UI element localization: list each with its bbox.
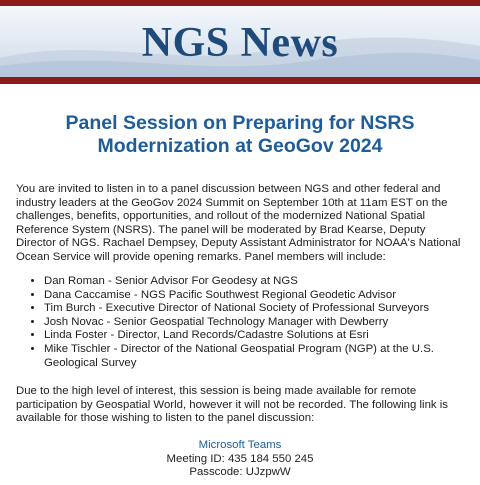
meeting-passcode: Passcode: UJzpwW [189, 466, 291, 479]
list-item: • Dana Caccamise - NGS Pacific Southwest Regional Geodetic Advisor [44, 289, 468, 303]
followup-paragraph: Due to the high level of interest, this session is being made available for remote participation by Geospatial World, however it will not be recorded. The following link is available for those wishing to listen to the panel discussion: [16, 385, 449, 425]
meeting-info [0, 439, 480, 480]
headline-line-2: Modernization at GeoGov 2024 [97, 135, 383, 157]
list-item: • Dan Roman - Senior Advisor For Geodesy at NGS [44, 275, 468, 289]
panel-member-list [16, 275, 468, 370]
intro-paragraph: You are invited to listen in to a panel discussion between NGS and other federal and industry leaders at the GeoGov 2024 Summit on September 10th at 11am EST on the challenges, benefits, opportunities, and rollout of the modernized National Spatial Reference System (NSRS). The panel will be moderated by Brad Kearse, Deputy Director of NGS. Rachael Dempsey, Deputy Assistant Administrator for NOAA's National Ocean Service will provide opening remarks. Panel members will include: [16, 183, 461, 263]
headline-line-1: Panel Session on Preparing for NSRS [65, 112, 415, 134]
microsoft-teams-link[interactable]: Microsoft Teams [198, 439, 282, 451]
article-headline [20, 112, 460, 158]
banner-title: NGS News [141, 20, 339, 66]
list-item: • Tim Burch - Executive Director of National Society of Professional Surveyors [44, 302, 468, 316]
list-item: • Linda Foster - Director, Land Records/Cadastre Solutions at Esri [44, 329, 468, 343]
meeting-id: Meeting ID: 435 184 550 245 [166, 452, 314, 465]
list-item: • Mike Tischler - Director of the National Geospatial Program (NGP) at the U.S. Geological Survey [44, 343, 468, 370]
newsletter-banner [0, 0, 480, 84]
list-item: • Josh Novac - Senior Geospatial Technology Manager with Dewberry [44, 316, 468, 330]
banner-background [0, 6, 480, 77]
